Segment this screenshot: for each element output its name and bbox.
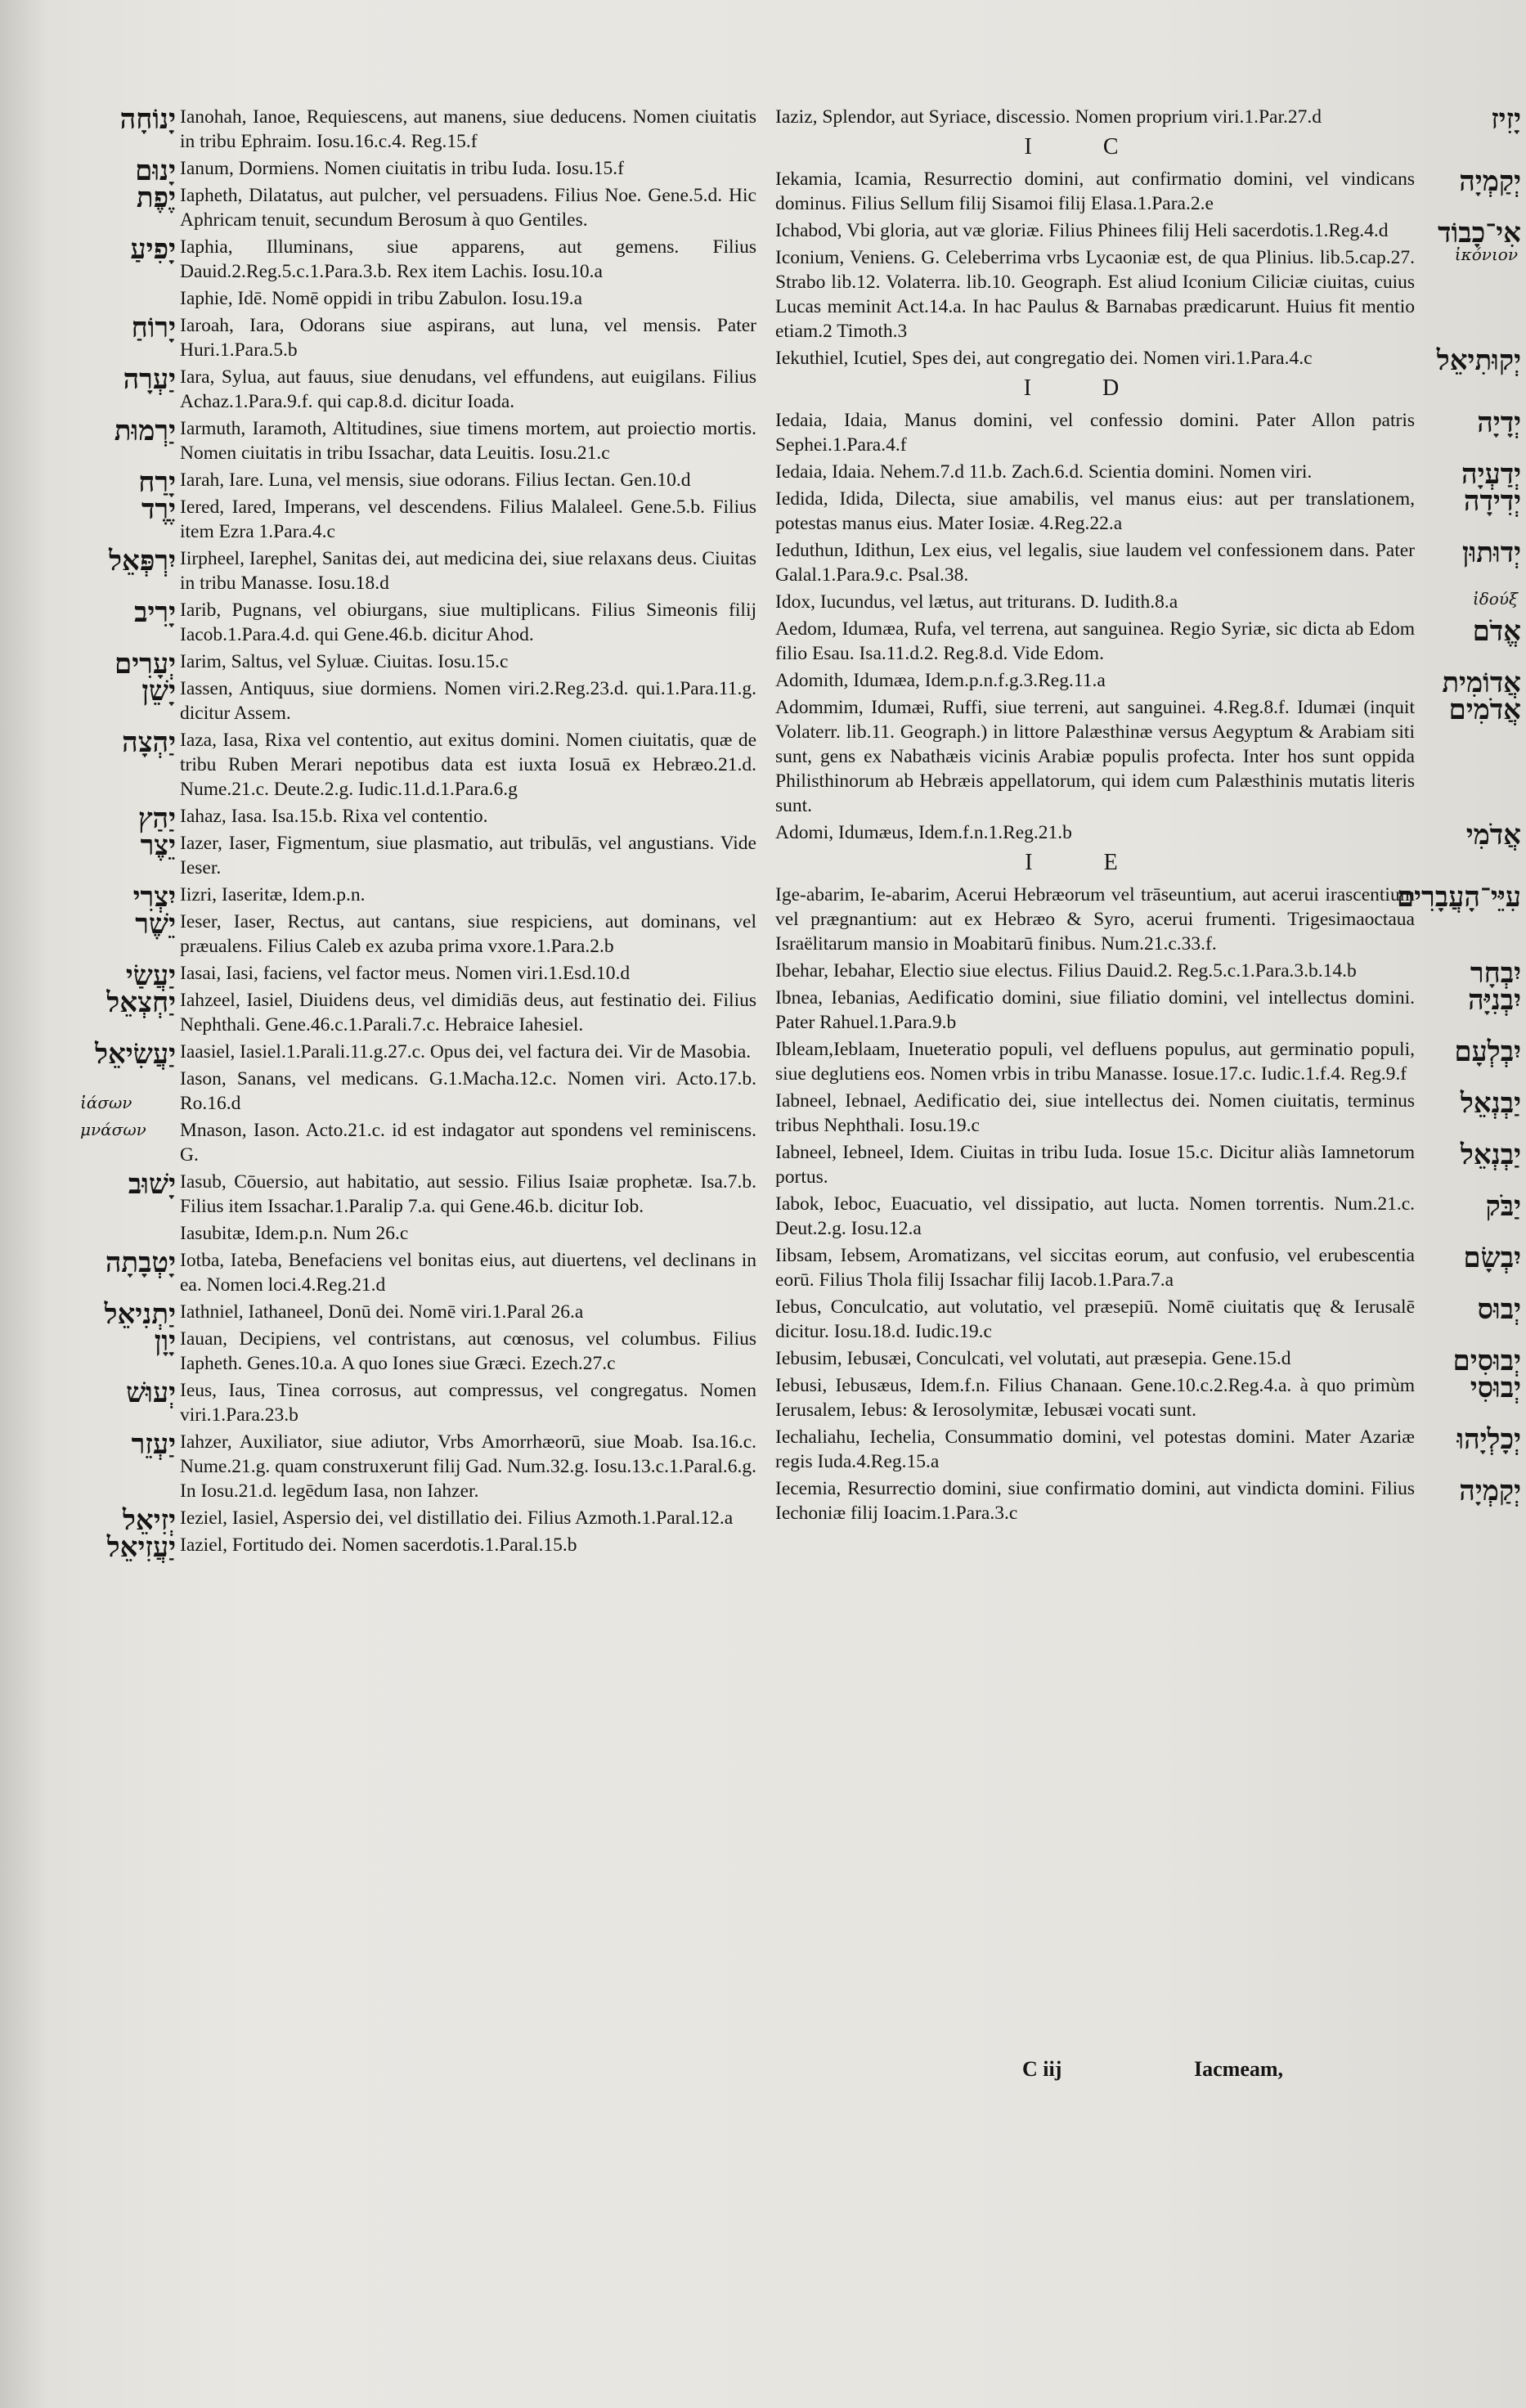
greek-headword: μνάσων [80, 1120, 146, 1139]
dictionary-entry [761, 695, 1521, 818]
hebrew-headword: יָרוֹחַ [131, 312, 176, 344]
dictionary-entry [74, 466, 756, 499]
entry-text: Iahaz, Iasa. Isa.15.b. Rixa vel contentio. [180, 806, 488, 827]
dictionary-entry [761, 1295, 1521, 1344]
entry-text: Iedida, Idida, Dilecta, siue amabilis, vel manus eius: aut per translationem, potestas manus eius. Mater Iosiæ. 4.Reg.22.a [775, 488, 1415, 534]
entry-text: Iedaia, Idaia. Nehem.7.d 11.b. Zach.6.d. Scientia domini. Nomen viri. [775, 461, 1313, 483]
entry-text: Iauan, Decipiens, vel contristans, aut cœnosus, vel columbus. Filius Iapheth. Genes.10.a. A quo Iones siue Græci. Ezech.27.c [180, 1328, 756, 1374]
entry-text: Ieus, Iaus, Tinea corrosus, aut compressus, vel congregatus. Nomen viri.1.Para.23.b [180, 1380, 756, 1426]
entry-text: Ibnea, Iebanias, Aedificatio domini, siue filiatio domini, vel intellectus domini. Pater Rahuel.1.Para.9.b [775, 987, 1415, 1033]
dictionary-entry [74, 365, 756, 414]
entry-text: Iara, Sylua, aut fauus, siue denudans, vel effundens, aut euigilans. Filius Achaz.1.Para.9.f. qui cap.8.d. dicitur Ioada. [180, 366, 756, 412]
entry-text: Iarmuth, Iaramoth, Altitudines, siue timens mortem, aut proiectio mortis. Nomen ciuitatis in tribu Issachar, data Leuitis. Iosu.21.c [180, 418, 756, 464]
entry-text: Adomi, Idumæus, Idem.f.n.1.Reg.21.b [775, 822, 1072, 843]
hebrew-headword: יִבְלְעָם [1454, 1036, 1521, 1068]
entry-text: Iabneel, Iebnael, Aedificatio dei, siue intellectus dei. Nomen ciuitatis, terminus tribus Nephthali. Iosu.19.c [775, 1090, 1415, 1136]
entry-text: Adommim, Idumæi, Ruffi, siue terreni, aut sanguinei. 4.Reg.8.f. Idumæi (inquit Volaterr. lib.11. Geograph.) in littore Palæsthinæ versus Aegyptum & Arabiam siti sunt, gens ex Nabathæis vicinis Arabiæ populis profecta. Inter hos sunt oppida Philisthinorum ab Hebræis appellatorum, qui idem cum Palæsthinis mutatis literis sunt. [775, 697, 1415, 816]
dictionary-entry [761, 1192, 1521, 1241]
dictionary-entry [74, 959, 756, 992]
dictionary-entry [74, 1248, 756, 1297]
entry-text: Ibehar, Iebahar, Electio siue electus. Filius Dauid.2. Reg.5.c.1.Para.3.b.14.b [775, 960, 1357, 982]
entry-text: Iotba, Iateba, Benefaciens vel bonitas eius, aut diuertens, vel declinans in ea. Nomen loci.4.Reg.21.d [180, 1250, 756, 1296]
hebrew-headword: יַבְנְאֵל [1460, 1087, 1521, 1120]
dictionary-entry [761, 167, 1521, 216]
dictionary-entry [74, 676, 756, 726]
entry-text: Iekamia, Icamia, Resurrectio domini, aut confirmatio domini, vel vindicans dominus. Filius Sellum filij Sisamoi filij Elasa.1.Para.2.e [775, 168, 1415, 214]
entry-text: Iasubitæ, Idem.p.n. Num 26.c [180, 1223, 409, 1244]
dictionary-entry [761, 538, 1521, 587]
dictionary-entry [74, 1170, 756, 1219]
entry-text: Iedaia, Idaia, Manus domini, vel confessio domini. Pater Allon patris Sephei.1.Para.4.f [775, 410, 1415, 456]
entry-text: Ieser, Iaser, Rectus, aut cantans, siue respiciens, aut dominans, vel præualens. Filius Caleb ex azuba prima vxore.1.Para.2.b [180, 911, 756, 957]
hebrew-headword: יֶרֶד [141, 493, 176, 526]
dictionary-entry [761, 667, 1521, 699]
hebrew-headword: יְכָלְיָהוּ [1456, 1423, 1521, 1456]
hebrew-headword: יֶפֶת [136, 182, 176, 214]
entry-text: Iazer, Iaser, Figmentum, siue plasmatio, aut tribulās, vel angustians. Vide Ieser. [180, 833, 756, 878]
entry-text: Mnason, Iason. Acto.21.c. id est indagator aut spondens vel reminiscens. G. [180, 1120, 756, 1166]
dictionary-entry [74, 728, 756, 802]
hebrew-headword: יָרַח [138, 466, 176, 499]
hebrew-headword: יְעוּשׁ [126, 1377, 176, 1409]
dictionary-entry [74, 988, 756, 1037]
dictionary-entry [761, 1425, 1521, 1474]
hebrew-headword: יְקַמְיָה [1459, 165, 1521, 198]
hebrew-headword: יָשֵׁן [141, 675, 176, 708]
catchword: Iacmeam, [1194, 2057, 1284, 2081]
entry-text: Ianum, Dormiens. Nomen ciuitatis in tribu Iuda. Iosu.15.f [180, 158, 625, 179]
greek-headword: ἰκόνιον [1454, 245, 1518, 264]
dictionary-entry [761, 458, 1521, 491]
dictionary-entry [761, 245, 1521, 344]
dictionary-entry [761, 986, 1521, 1035]
dictionary-entry [74, 1067, 756, 1139]
hebrew-headword: יִבְנִיָּה [1468, 984, 1521, 1017]
section-heading: I D [1023, 375, 1152, 401]
dictionary-entry [74, 416, 756, 465]
dictionary-entry [74, 313, 756, 362]
hebrew-headword: יִצְרִי [132, 881, 176, 914]
dictionary-entry [761, 344, 1521, 377]
dictionary-entry [74, 155, 756, 187]
entry-text: Iasai, Iasi, faciens, vel factor meus. Nomen viri.1.Esd.10.d [180, 963, 631, 984]
entry-text: Ieduthun, Idithun, Lex eius, vel legalis, siue laudem vel confessionem dans. Pater Galal.1.Para.9.c. Psal.38. [775, 540, 1415, 586]
hebrew-headword: יֵשֶׁר [135, 908, 176, 941]
hebrew-headword: יָפִיעַ [130, 233, 176, 266]
entry-text: Iassen, Antiquus, siue dormiens. Nomen viri.2.Reg.23.d. qui.1.Para.11.g. dicitur Assem. [180, 678, 756, 724]
dictionary-entry [761, 408, 1521, 457]
hebrew-headword: יַהְצָה [122, 726, 176, 759]
hebrew-headword: אֲדֹמִים [1448, 694, 1521, 726]
hebrew-headword: אִי־כָבוֹד [1438, 217, 1521, 249]
hebrew-headword: יְבוּסִי [1470, 1372, 1521, 1404]
hebrew-headword: יִבְחָר [1470, 957, 1521, 990]
hebrew-headword: יָנוּם [135, 155, 176, 187]
hebrew-headword: יְקַמְיָה [1459, 1475, 1521, 1507]
hebrew-headword: יָטְבָתָה [105, 1247, 176, 1279]
entry-text: Ianohah, Ianoe, Requiescens, aut manens, siue deducens. Nomen ciuitatis in tribu Ephraim. Iosu.16.c.4. Reg.15.f [180, 106, 756, 152]
entry-text: Aedom, Idumæa, Rufa, vel terrena, aut sanguinea. Regio Syriæ, sic dicta ab Edom filio Esau. Isa.11.d.2. Reg.8.d. Vide Edom. [775, 618, 1415, 664]
hebrew-headword: אֲדוֹמִית [1442, 667, 1521, 699]
dictionary-entry [74, 235, 756, 284]
hebrew-headword: יָנוֹחָה [119, 103, 176, 136]
hebrew-headword: יַתְנִיאֵל [104, 1298, 176, 1331]
entry-text: Iapheth, Dilatatus, aut pulcher, vel persuadens. Filius Noe. Gene.5.d. Hic Aphricam tenuit, secundum Berosum à quo Gentiles. [180, 185, 756, 231]
entry-text: Iaziz, Splendor, aut Syriace, discessio. Nomen proprium viri.1.Par.27.d [775, 106, 1322, 128]
hebrew-headword: יֵצֶר [140, 829, 176, 862]
dictionary-entry [74, 1221, 756, 1246]
entry-text: Iizri, Iaseritæ, Idem.p.n. [180, 884, 366, 905]
hebrew-headword: יְזִיאֵל [122, 1504, 176, 1537]
entry-text: Iason, Sanans, vel medicans. G.1.Macha.12.c. Nomen viri. Acto.17.b. Ro.16.d [180, 1068, 756, 1114]
hebrew-headword: יִרְפְּאֵל [109, 545, 176, 577]
hebrew-headword: אֲדֹמִי [1465, 819, 1521, 851]
dictionary-entry [761, 819, 1521, 851]
dictionary-entry [761, 1140, 1521, 1189]
hebrew-headword: יַעֲשַׂי [125, 959, 176, 992]
hebrew-headword: יְעָרִים [114, 648, 176, 681]
entry-text: Iaphie, Idē. Nomē oppidi in tribu Zabulon. Iosu.19.a [180, 288, 583, 309]
entry-text: Ibleam,Ieblaam, Inueteratio populi, vel defluens populus, aut germinatio populi, siue deglutiens eos. Nomen vrbis in tribu Manasse. Iosue.17.c. Iudic.1.f.4. Reg.9.f [775, 1039, 1415, 1085]
dictionary-entry [74, 648, 756, 681]
dictionary-entry [761, 590, 1521, 614]
hebrew-headword: יָרִיב [134, 596, 176, 629]
entry-text: Iabok, Ieboc, Euacuatio, vel dissipatio, aut lucta. Nomen torrentis. Num.21.c. Deut.2.g. Iosu.12.a [775, 1193, 1415, 1239]
entry-text: Iarim, Saltus, vel Syluæ. Ciuitas. Iosu.15.c [180, 651, 509, 672]
hebrew-headword: יְדָיָה [1477, 407, 1521, 439]
hebrew-headword: יַחְצְאֵל [106, 986, 176, 1019]
entry-text: Ieziel, Iasiel, Aspersio dei, vel distillatio dei. Filius Azmoth.1.Paral.12.a [180, 1507, 734, 1529]
entry-text: Iarah, Iare. Luna, vel mensis, siue odorans. Filius Iectan. Gen.10.d [180, 469, 691, 491]
dictionary-entry [761, 617, 1521, 666]
dictionary-entry [761, 217, 1521, 249]
entry-text: Iirpheel, Iarephel, Sanitas dei, aut medicina dei, siue relaxans deus. Ciuitas in tribu Manasse. Iosu.18.d [180, 548, 756, 594]
dictionary-entry [761, 1373, 1521, 1422]
hebrew-headword: יִבְשָׂם [1463, 1242, 1521, 1274]
entry-text: Iahzeel, Iasiel, Diuidens deus, vel dimidiās deus, aut festinatio dei. Filius Nephthali. Gene.46.c.1.Parali.7.c. Hebraice Iahesiel. [180, 990, 756, 1036]
entry-text: Iasub, Cōuersio, aut habitatio, aut sessio. Filius Isaiæ prophetæ. Isa.7.b. Filius item Issachar.1.Paralip 7.a. qui Gene.46.b. dicitur Iob. [180, 1171, 756, 1217]
dictionary-entry [74, 1327, 756, 1376]
entry-text: Iibsam, Iebsem, Aromatizans, vel siccitas eorum, aut confusio, vel erubescentia eorū. Filius Thola filij Issachar filij Iacob.1.Para.7.a [775, 1245, 1415, 1291]
hebrew-headword: יַבֹּק [1485, 1190, 1521, 1223]
entry-text: Iaphia, Illuminans, siue apparens, aut gemens. Filius Dauid.2.Reg.5.c.1.Para.3.b. Rex item Lachis. Iosu.10.a [180, 236, 756, 282]
hebrew-headword: יְבוּס [1477, 1293, 1521, 1326]
entry-text: Iecemia, Resurrectio domini, siue confirmatio domini, aut vindicta domini. Filius Iechoniæ filij Ioacim.1.Para.3.c [775, 1478, 1415, 1524]
hebrew-headword: עִיֵּי־הָעֲבָרִים [1396, 881, 1521, 914]
dictionary-entry [74, 183, 756, 232]
signature-mark: C iij [1022, 2057, 1062, 2081]
dictionary-entry [74, 831, 756, 880]
dictionary-entry [761, 1243, 1521, 1292]
section-heading: I C [1024, 134, 1151, 159]
entry-text: Iaroah, Iara, Odorans siue aspirans, aut luna, vel mensis. Pater Huri.1.Para.5.b [180, 315, 756, 361]
dictionary-entry [74, 910, 756, 959]
dictionary-entry [74, 286, 756, 311]
entry-text: Ige-abarim, Ie-abarim, Acerui Hebræorum vel trāseuntium, aut acerui irascentium vel prægnantium: aut ex Hebræo & Syro, acerui frumenti. Trigesimaoctaua Israëlitarum mansio in Moabitarū finibus. Num.21.c.33.f. [775, 884, 1415, 955]
hebrew-headword: יְדוּתוּן [1461, 537, 1521, 569]
dictionary-entry [74, 598, 756, 647]
entry-text: Iekuthiel, Icutiel, Spes dei, aut congregatio dei. Nomen viri.1.Para.4.c [775, 348, 1313, 369]
entry-text: Iaziel, Fortitudo dei. Nomen sacerdotis.1.Paral.15.b [180, 1534, 577, 1556]
dictionary-entry [74, 1298, 756, 1331]
dictionary-entry [74, 546, 756, 595]
hebrew-headword: יַעְרָה [123, 363, 176, 396]
dictionary-entry [74, 1118, 756, 1167]
entry-text: Iabneel, Iebneel, Idem. Ciuitas in tribu Iuda. Iosue 15.c. Dicitur aliàs Iamnetorum portus. [775, 1142, 1415, 1188]
entry-text: Iarib, Pugnans, vel obiurgans, siue multiplicans. Filius Simeonis filij Iacob.1.Para.4.d. qui Gene.46.b. dicitur Ahod. [180, 600, 756, 645]
hebrew-headword: יְבוּסִים [1452, 1345, 1521, 1377]
greek-headword: ἰδούξ [1472, 589, 1518, 609]
dictionary-entry [761, 957, 1521, 990]
entry-text: Adomith, Idumæa, Idem.p.n.f.g.3.Reg.11.a [775, 670, 1106, 691]
right-column [761, 105, 1521, 1528]
dictionary-entry [761, 1037, 1521, 1086]
greek-headword: ἰάσων [80, 1093, 132, 1112]
entry-text: Iechaliahu, Iechelia, Consummatio domini, vel potestas domini. Mater Azariæ regis Iuda.4.Reg.15.a [775, 1426, 1415, 1472]
hebrew-headword: יְדַעְיָה [1461, 458, 1521, 491]
dictionary-entry [74, 1378, 756, 1427]
entry-text: Iebusi, Iebusæus, Idem.f.n. Filius Chanaan. Gene.10.c.2.Reg.4.a. à quo primùm Ierusalem, Iebus: & Ierosolymitæ, Iebusæi vocati sunt. [775, 1375, 1415, 1421]
dictionary-entry [761, 1476, 1521, 1525]
hebrew-headword: יַבְנְאֵל [1460, 1139, 1521, 1171]
dictionary-entry [761, 883, 1521, 956]
entry-text: Iahzer, Auxiliator, siue adiutor, Vrbs Amorrhæorū, siue Moab. Isa.16.c. Nume.21.g. quam construxerunt filij Gad. Num.32.g. Iosu.13.c.1.Paral.6.g. In Iosu.21.d. legēdum Iasa, non Iahzer. [180, 1431, 756, 1502]
hebrew-headword: יַעֲזִיאֵל [106, 1531, 176, 1564]
dictionary-entry [74, 881, 756, 914]
hebrew-headword: יָוָן [154, 1325, 176, 1358]
entry-text: Iaasiel, Iasiel.1.Parali.11.g.27.c. Opus dei, vel factura dei. Vir de Masobia. [180, 1041, 752, 1062]
dictionary-entry [74, 495, 756, 544]
hebrew-headword: יַעְזֵר [131, 1428, 176, 1461]
entry-text: Iebusim, Iebusæi, Conculcati, vel volutati, aut præsepia. Gene.15.d [775, 1348, 1291, 1369]
hebrew-headword: יַעֲשִׂיאֵל [95, 1038, 176, 1071]
left-column [74, 103, 756, 1564]
dictionary-entry [761, 1089, 1521, 1138]
entry-text: Ichabod, Vbi gloria, aut væ gloriæ. Filius Phinees filij Heli sacerdotis.1.Reg.4.d [775, 220, 1389, 241]
entry-text: Iaza, Iasa, Rixa vel contentio, aut exitus domini. Nomen ciuitatis, quæ de tribu Ruben Merari nepotibus data est iuxta Iosuā ex Hebræo.21.d. Nume.21.c. Deute.2.g. Iudic.11.d.1.Para.6.g [180, 730, 756, 800]
section-heading: I E [1025, 850, 1151, 875]
hebrew-headword: יָזִיז [1491, 103, 1521, 136]
entry-text: Iered, Iared, Imperans, vel descendens. Filius Malaleel. Gene.5.b. Filius item Ezra 1.Para.4.c [180, 496, 756, 542]
entry-text: Idox, Iucundus, vel lætus, aut triturans. D. Iudith.8.a [775, 591, 1178, 613]
entry-text: Iebus, Conculcatio, aut volutatio, vel præsepiū. Nomē ciuitatis quę & Ierusalē dicitur. Iosu.18.d. Iudic.19.c [775, 1296, 1415, 1342]
dictionary-entry [761, 487, 1521, 536]
entry-text: Iconium, Veniens. G. Celeberrima vrbs Lycaoniæ est, de qua Plinius. lib.5.cap.27. Strabo lib.12. Volaterra. lib.10. Geograph. Est aliud Iconium Ciliciæ ciuitas, cuius Lucas meminit Act.14.a. In hac Paulus & Barnabas prædicarunt. Huius fit mentio etiam.2 Timoth.3 [775, 247, 1415, 342]
hebrew-headword: יְקוּתִיאֵל [1436, 344, 1521, 377]
entry-text: Iathniel, Iathaneel, Donū dei. Nomē viri.1.Paral 26.a [180, 1301, 584, 1323]
hebrew-headword: יַרְמוּת [114, 415, 176, 447]
dictionary-entry [761, 103, 1521, 136]
dictionary-entry [74, 1430, 756, 1503]
dictionary-entry [74, 1504, 756, 1537]
dictionary-entry [74, 1531, 756, 1564]
hebrew-headword: אֱדֹם [1472, 615, 1521, 648]
dictionary-entry [761, 1345, 1521, 1377]
hebrew-headword: יַהַץ [137, 802, 176, 835]
dictionary-entry [74, 105, 756, 154]
hebrew-headword: יְדִידָה [1463, 485, 1521, 518]
dictionary-entry [74, 802, 756, 835]
hebrew-headword: יָשׁוּב [128, 1168, 176, 1201]
